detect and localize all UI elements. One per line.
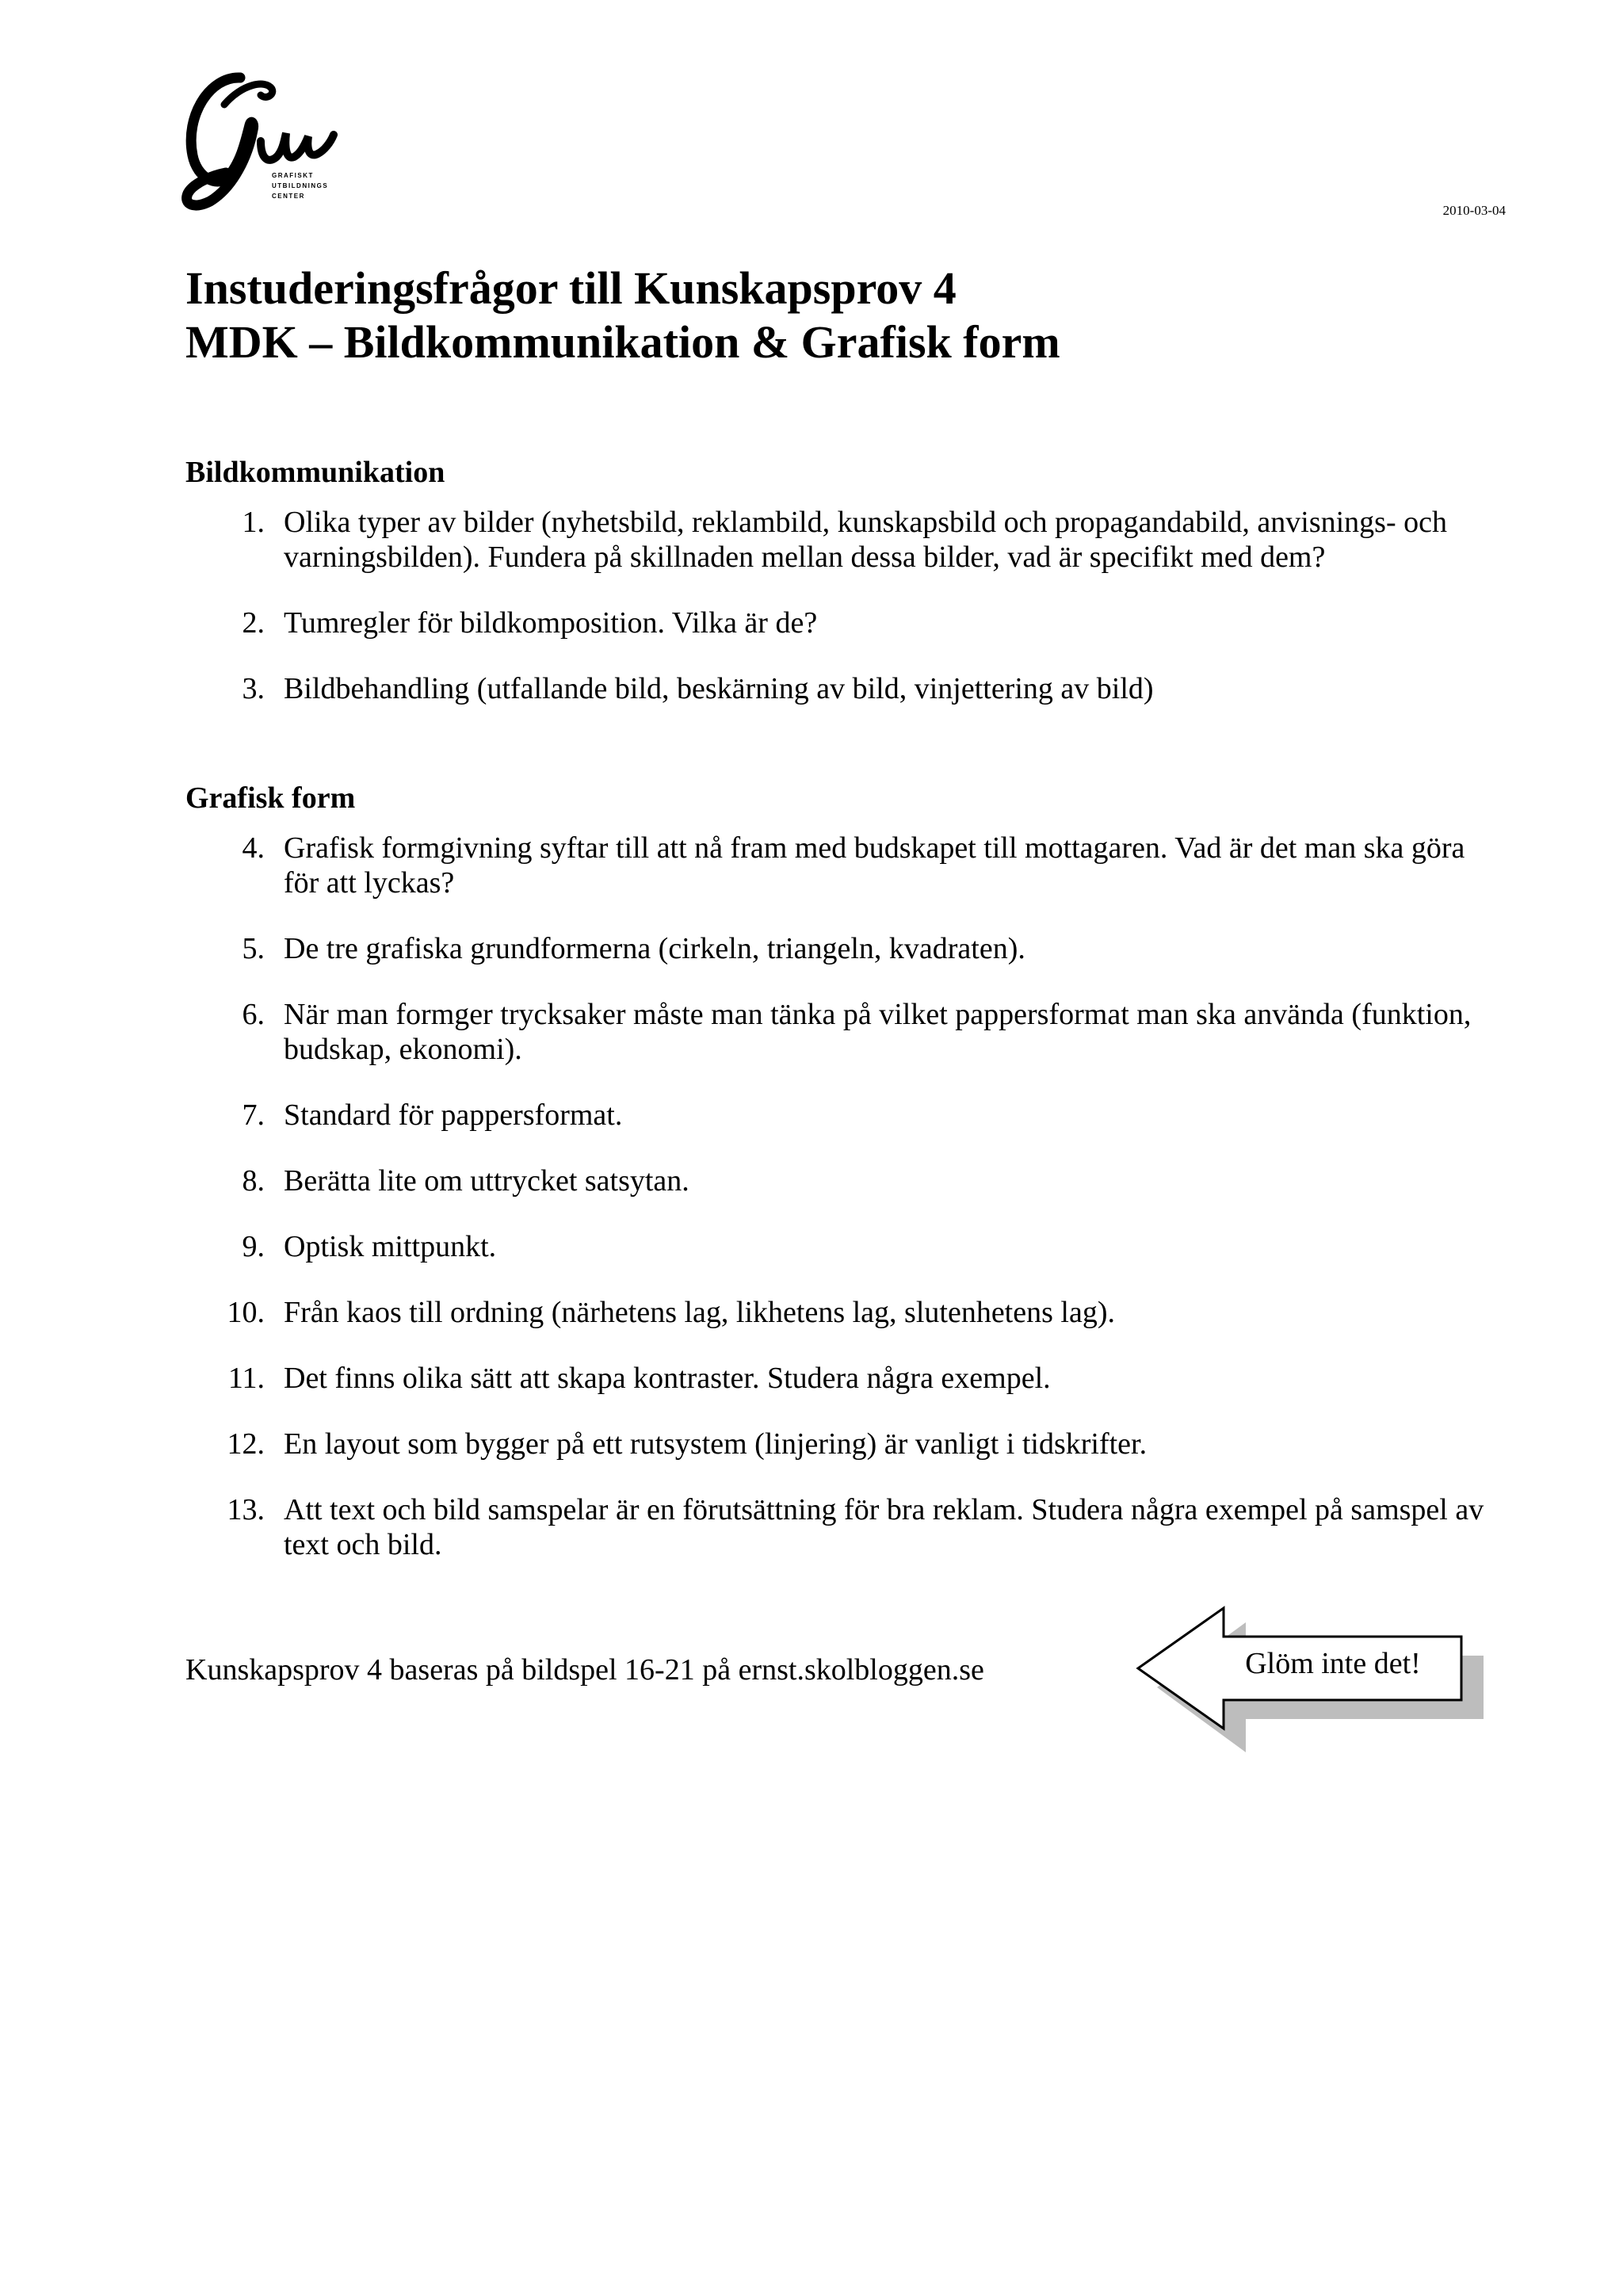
question-number: 2. <box>242 606 265 640</box>
question-number: 1. <box>242 506 265 539</box>
question-list-grafisk-form <box>185 831 1517 1593</box>
question-number: 8. <box>242 1164 265 1198</box>
section-heading-grafisk-form: Grafisk form <box>185 781 356 815</box>
list-item <box>185 931 1517 966</box>
list-item <box>185 1427 1517 1461</box>
question-number: 5. <box>242 932 265 965</box>
question-text: Tumregler för bildkomposition. Vilka är de? <box>284 606 818 640</box>
logo-text-line1: GRAFISKT <box>272 172 314 179</box>
list-item <box>185 671 1517 706</box>
title-line-2: MDK – Bildkommunikation & Grafisk form <box>185 316 1060 368</box>
list-item <box>185 1098 1517 1133</box>
question-number: 3. <box>242 672 265 705</box>
question-number: 9. <box>242 1230 265 1263</box>
question-text: Berätta lite om uttrycket satsytan. <box>284 1164 689 1198</box>
gum-logo-mark-icon <box>178 68 345 211</box>
list-item <box>185 606 1517 640</box>
question-text: Bildbehandling (utfallande bild, beskärning av bild, vinjettering av bild) <box>284 672 1154 705</box>
gum-logo <box>178 68 345 211</box>
question-text: Att text och bild samspelar är en förutsättning för bra reklam. Studera några exempel på samspel av text och bild. <box>284 1493 1484 1561</box>
document-date: 2010-03-04 <box>1442 203 1506 218</box>
question-text: De tre grafiska grundformerna (cirkeln, triangeln, kvadraten). <box>284 932 1025 965</box>
document-title <box>185 262 1060 369</box>
question-text: Standard för pappersformat. <box>284 1098 623 1132</box>
list-item <box>185 1295 1517 1330</box>
question-number: 6. <box>242 998 265 1031</box>
list-item <box>185 997 1517 1067</box>
question-text: En layout som bygger på ett rutsystem (linjering) är vanligt i tidskrifter. <box>284 1427 1148 1461</box>
list-item <box>185 1229 1517 1264</box>
question-text: Grafisk formgivning syftar till att nå fram med budskapet till mottagaren. Vad är det man ska göra för att lyckas? <box>284 831 1465 900</box>
logo-text-line3: CENTER <box>272 193 305 200</box>
list-item <box>185 1163 1517 1198</box>
question-text: När man formger trycksaker måste man tänka på vilket pappersformat man ska använda (funktion, budskap, ekonomi). <box>284 998 1472 1066</box>
logo-text-line2: UTBILDNINGS <box>272 182 329 189</box>
list-item <box>185 831 1517 900</box>
section-heading-bildkommunikation: Bildkommunikation <box>185 456 445 489</box>
question-number: 7. <box>242 1098 265 1132</box>
question-number: 4. <box>242 831 265 865</box>
question-number: 12. <box>227 1427 265 1461</box>
callout-text: Glöm inte det! <box>1245 1647 1421 1680</box>
question-text: Det finns olika sätt att skapa kontraster. Studera några exempel. <box>284 1362 1051 1395</box>
footer-note: Kunskapsprov 4 baseras på bildspel 16-21 på ernst.skolbloggen.se <box>185 1653 984 1687</box>
question-text: Olika typer av bilder (nyhetsbild, reklambild, kunskapsbild och propagandabild, anvisnings- och varningsbilden). Fundera på skillnaden mellan dessa bilder, vad är specifikt med dem? <box>284 506 1447 574</box>
question-number: 10. <box>227 1296 265 1329</box>
question-list-bildkommunikation <box>185 505 1517 737</box>
list-item <box>185 1361 1517 1396</box>
list-item <box>185 505 1517 575</box>
list-item <box>185 1492 1517 1562</box>
question-number: 11. <box>227 1362 265 1395</box>
question-text: Optisk mittpunkt. <box>284 1230 497 1263</box>
question-number: 13. <box>227 1493 265 1526</box>
question-text: Från kaos till ordning (närhetens lag, likhetens lag, slutenhetens lag). <box>284 1296 1115 1329</box>
title-line-1: Instuderingsfrågor till Kunskapsprov 4 <box>185 262 957 314</box>
reminder-callout <box>1135 1605 1484 1755</box>
